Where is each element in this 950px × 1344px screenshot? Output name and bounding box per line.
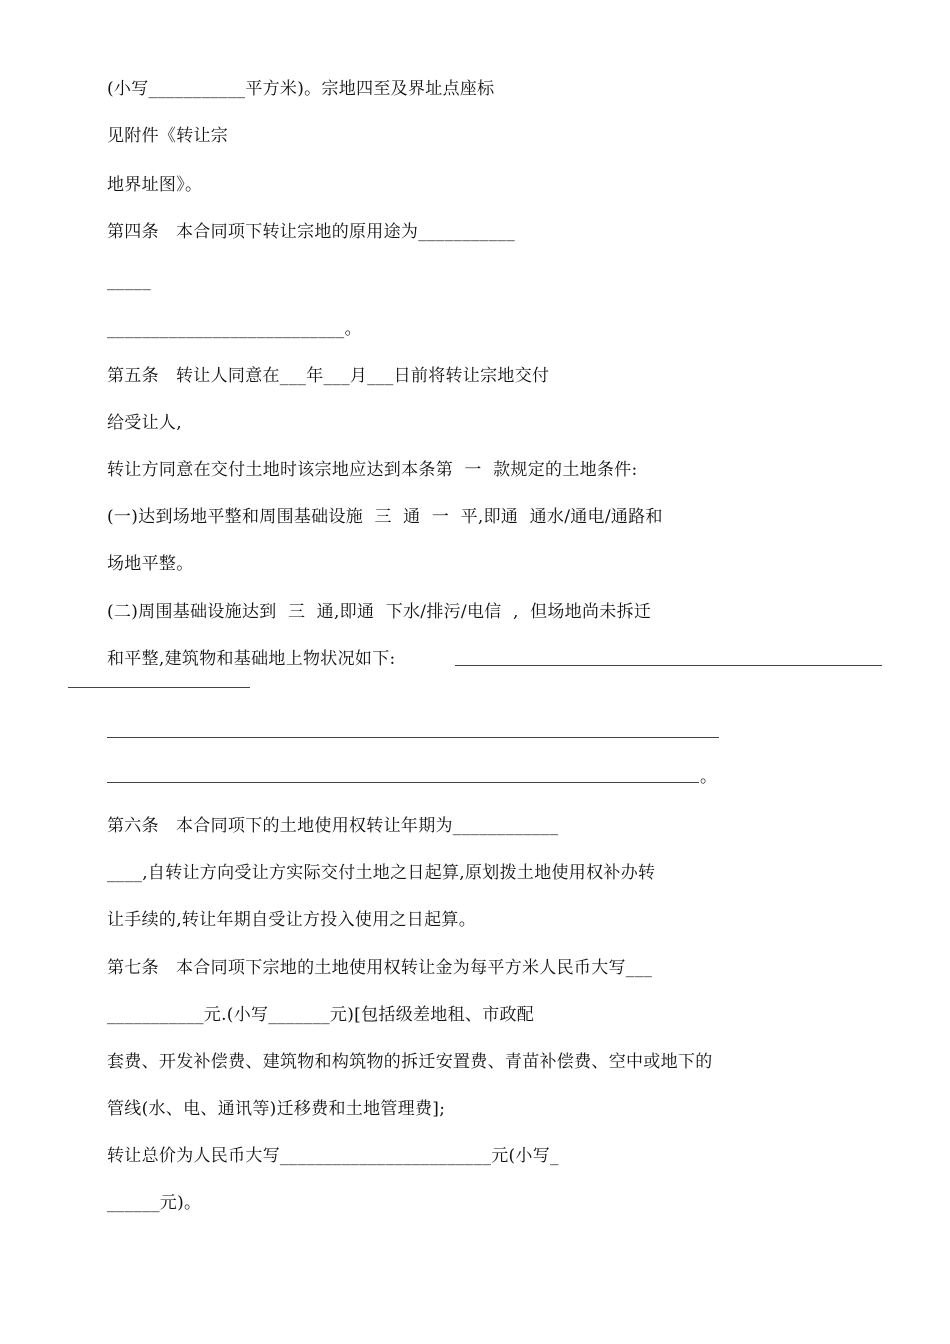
text-line-17: ____,自转让方向受让方实际交付土地之日起算,原划拨土地使用权补办转: [107, 863, 656, 883]
text-line-22: 管线(水、电、通讯等)迁移费和土地管理费];: [107, 1099, 446, 1119]
article-6-heading: 第六条 本合同项下的土地使用权转让年期为____________: [107, 816, 559, 836]
blank-line-long: ___________________________。: [107, 319, 362, 339]
text-line-18: 让手续的,转让年期自受让方投入使用之日起算。: [107, 910, 477, 930]
condition-1-line: (一)达到场地平整和周围基础设施 三 通 一 平,即通 通水/通电/通路和: [107, 507, 663, 527]
blank-rule-4-period: 。: [700, 767, 718, 787]
text-line-24: ______元)。: [107, 1193, 202, 1213]
text-line-21: 套费、开发补偿费、建筑物和构筑物的拆迁安置费、青苗补偿费、空中或地下的: [107, 1052, 713, 1072]
blank-line-short: _____: [107, 271, 151, 291]
article-5-heading: 第五条 转让人同意在___年___月___日前将转让宗地交付: [107, 366, 550, 386]
blank-rule-2: [68, 687, 250, 688]
text-line-1: (小写___________平方米)。宗地四至及界址点座标: [107, 79, 495, 99]
blank-rule-1: [455, 665, 882, 666]
text-line-8: 给受让人,: [107, 413, 182, 433]
text-line-2: 见附件《转让宗: [107, 126, 229, 146]
text-line-11: 场地平整。: [107, 554, 194, 574]
condition-2-line: (二)周围基础设施达到 三 通,即通 下水/排污/电信 , 但场地尚未拆迁: [107, 602, 652, 622]
text-line-3: 地界址图》。: [107, 175, 203, 195]
text-line-20: ___________元.(小写_______元)[包括级差地租、市政配: [107, 1005, 535, 1025]
blank-rule-3: [107, 737, 719, 738]
blank-rule-4: [107, 782, 699, 783]
article-7-heading: 第七条 本合同项下宗地的土地使用权转让金为每平方米人民币大写___: [107, 958, 653, 978]
buildings-status-line: 和平整,建筑物和基础地上物状况如下:: [107, 649, 396, 669]
total-price-line: 转让总价为人民币大写________________________元(小写_: [107, 1146, 559, 1166]
article-4-heading: 第四条 本合同项下转让宗地的原用途为___________: [107, 222, 516, 242]
text-line-9: 转让方同意在交付土地时该宗地应达到本条第 一 款规定的土地条件:: [107, 460, 638, 480]
